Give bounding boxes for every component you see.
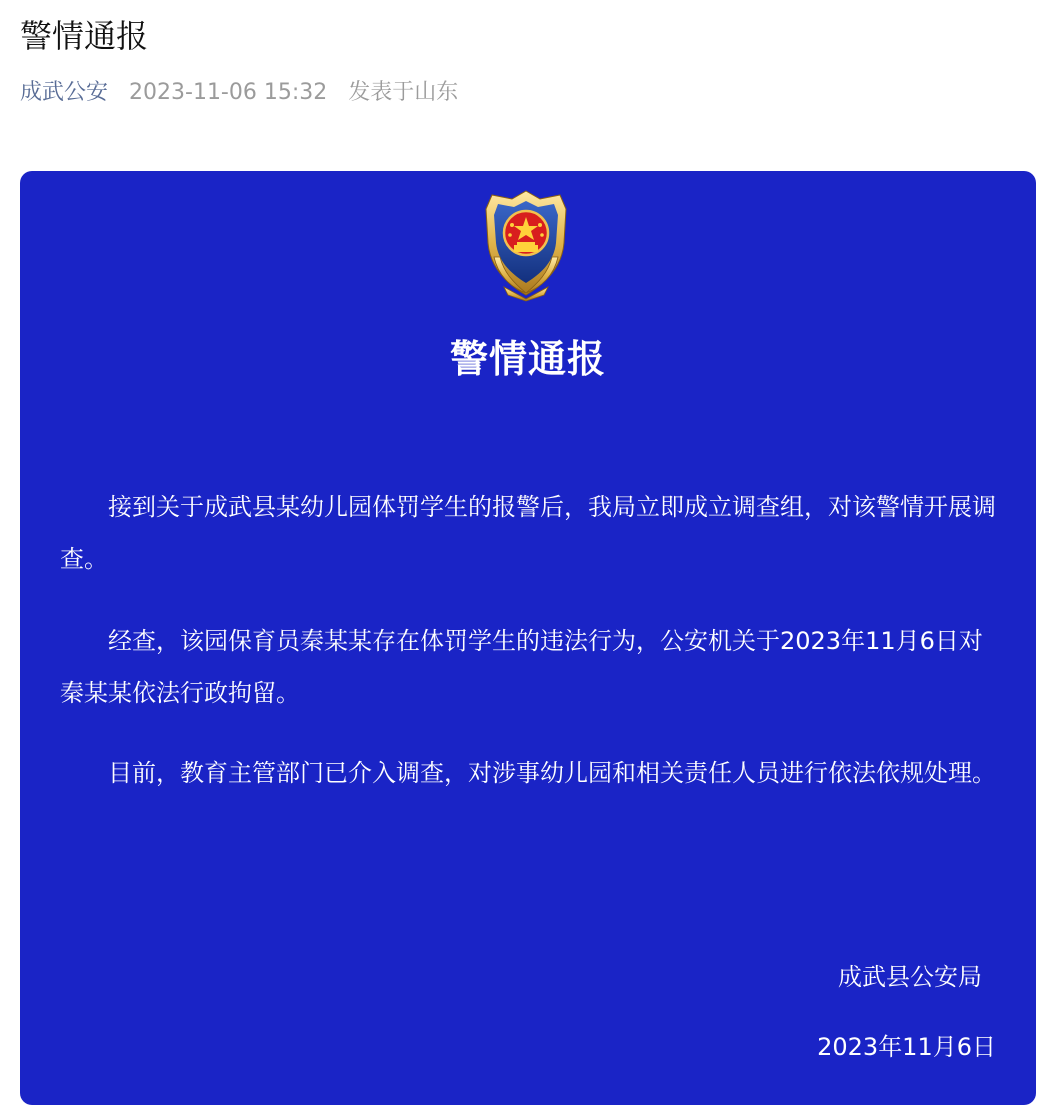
notice-image [20, 171, 1036, 1105]
author-link[interactable]: 成武公安 [20, 80, 109, 105]
notice-paragraph-2: 经查，该园保育员秦某某存在体罚学生的违法行为，公安机关于2023年11月6日对秦某某依法行政拘留。 [60, 627, 983, 707]
publish-time: 2023-11-06 15:32 [129, 80, 328, 105]
article-meta [20, 78, 458, 108]
police-emblem-icon [474, 187, 578, 303]
notice-paragraph-1: 接到关于成武县某幼儿园体罚学生的报警后，我局立即成立调查组，对该警情开展调查。 [60, 493, 996, 573]
notice-signature: 成武县公安局 [838, 963, 982, 991]
article-title: 警情通报 [20, 17, 149, 55]
publish-location: 发表于山东 [348, 80, 459, 105]
notice-date: 2023年11月6日 [817, 1033, 996, 1061]
notice-paragraph-3: 目前，教育主管部门已介入调查，对涉事幼儿园和相关责任人员进行依法依规处理。 [108, 759, 996, 787]
notice-title: 警情通报 [449, 337, 606, 381]
